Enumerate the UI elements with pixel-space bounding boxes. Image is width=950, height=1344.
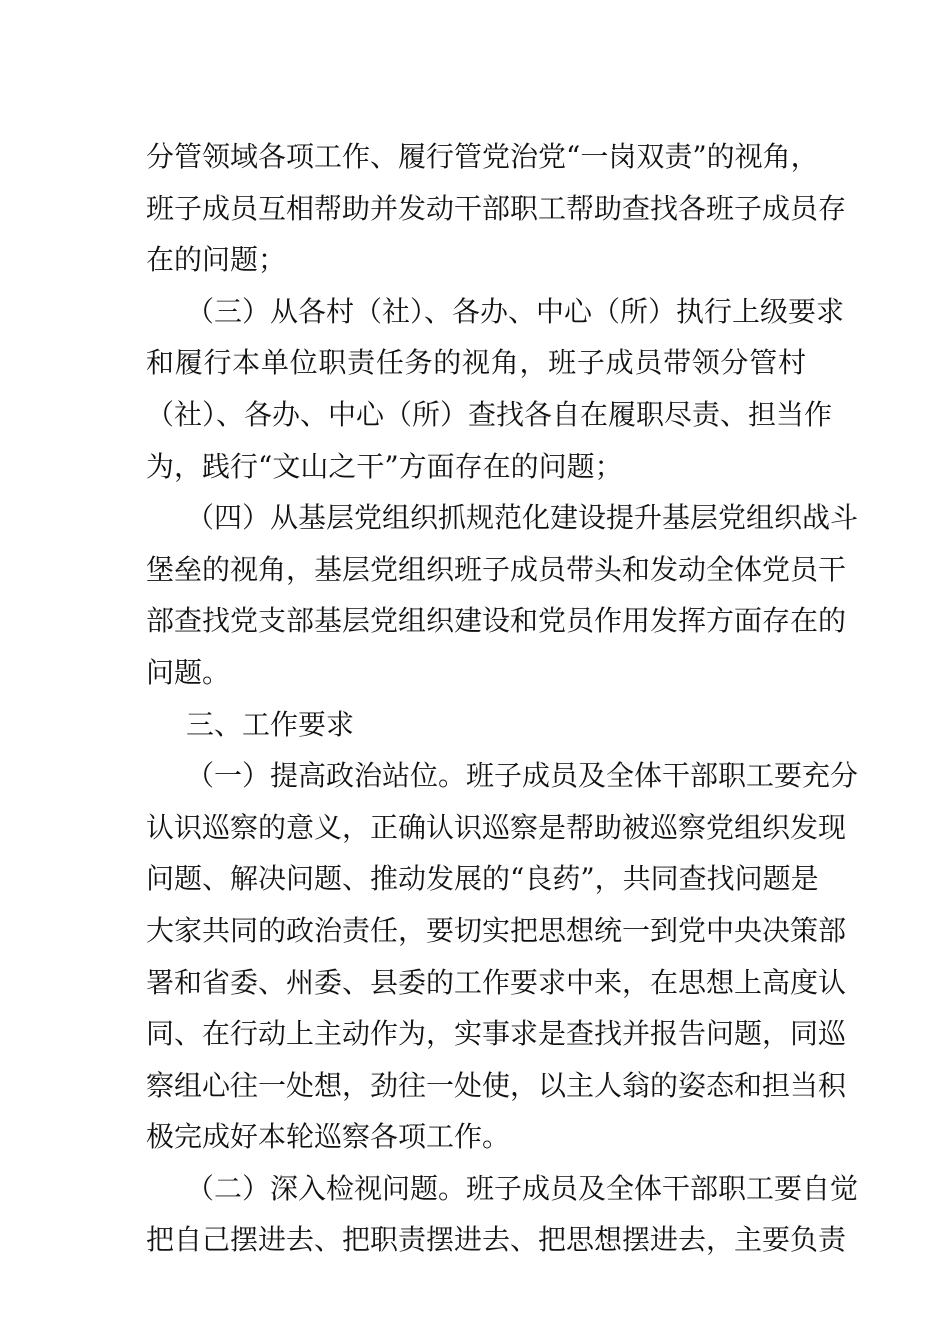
text-line: 同、在行动上主动作为，实事求是查找并报告问题，同巡 (146, 1017, 847, 1051)
text-line: （二）深入检视问题。班子成员及全体干部职工要自觉 (186, 1171, 859, 1205)
text-line: 为，践行“文山之干”方面存在的问题； (146, 449, 623, 483)
document-body (146, 131, 859, 1266)
text-line: 三、工作要求 (186, 707, 355, 741)
text-line: 极完成好本轮巡察各项工作。 (146, 1120, 511, 1154)
text-line: （三）从各村（社）、各办、中心（所）执行上级要求 (186, 294, 845, 328)
text-line: 堡垒的视角，基层党组织班子成员带头和发动全体党员干 (146, 552, 847, 586)
text-line: （四）从基层党组织抓规范化建设提升基层党组织战斗 (186, 501, 859, 535)
text-line: 问题。 (146, 655, 231, 689)
text-line: 分管领域各项工作、履行管党治党“一岗双责”的视角， (146, 140, 819, 173)
text-line: （一）提高政治站位。班子成员及全体干部职工要充分 (186, 759, 859, 793)
text-line: 察组心往一处想，劲往一处使，以主人翁的姿态和担当积 (146, 1068, 847, 1102)
text-line: 把自己摆进去、把职责摆进去、把思想摆进去，主要负责 (146, 1223, 847, 1257)
text-line: 在的问题； (146, 243, 287, 277)
text-line: 认识巡察的意义，正确认识巡察是帮助被巡察党组织发现 (146, 810, 847, 844)
text-line: 和履行本单位职责任务的视角，班子成员带领分管村 (146, 346, 806, 380)
text-line: 部查找党支部基层党组织建设和党员作用发挥方面存在的 (146, 604, 847, 638)
text-line: （社）、各办、中心（所）查找各自在履职尽责、担当作 (146, 397, 833, 431)
text-line: 班子成员互相帮助并发动干部职工帮助查找各班子成员存 (146, 191, 847, 225)
text-line: 问题、解决问题、推动发展的“良药”，共同查找问题是 (146, 862, 819, 896)
text-line: 大家共同的政治责任，要切实把思想统一到党中央决策部 (146, 913, 847, 947)
text-line: 署和省委、州委、县委的工作要求中来，在思想上高度认 (146, 965, 847, 999)
